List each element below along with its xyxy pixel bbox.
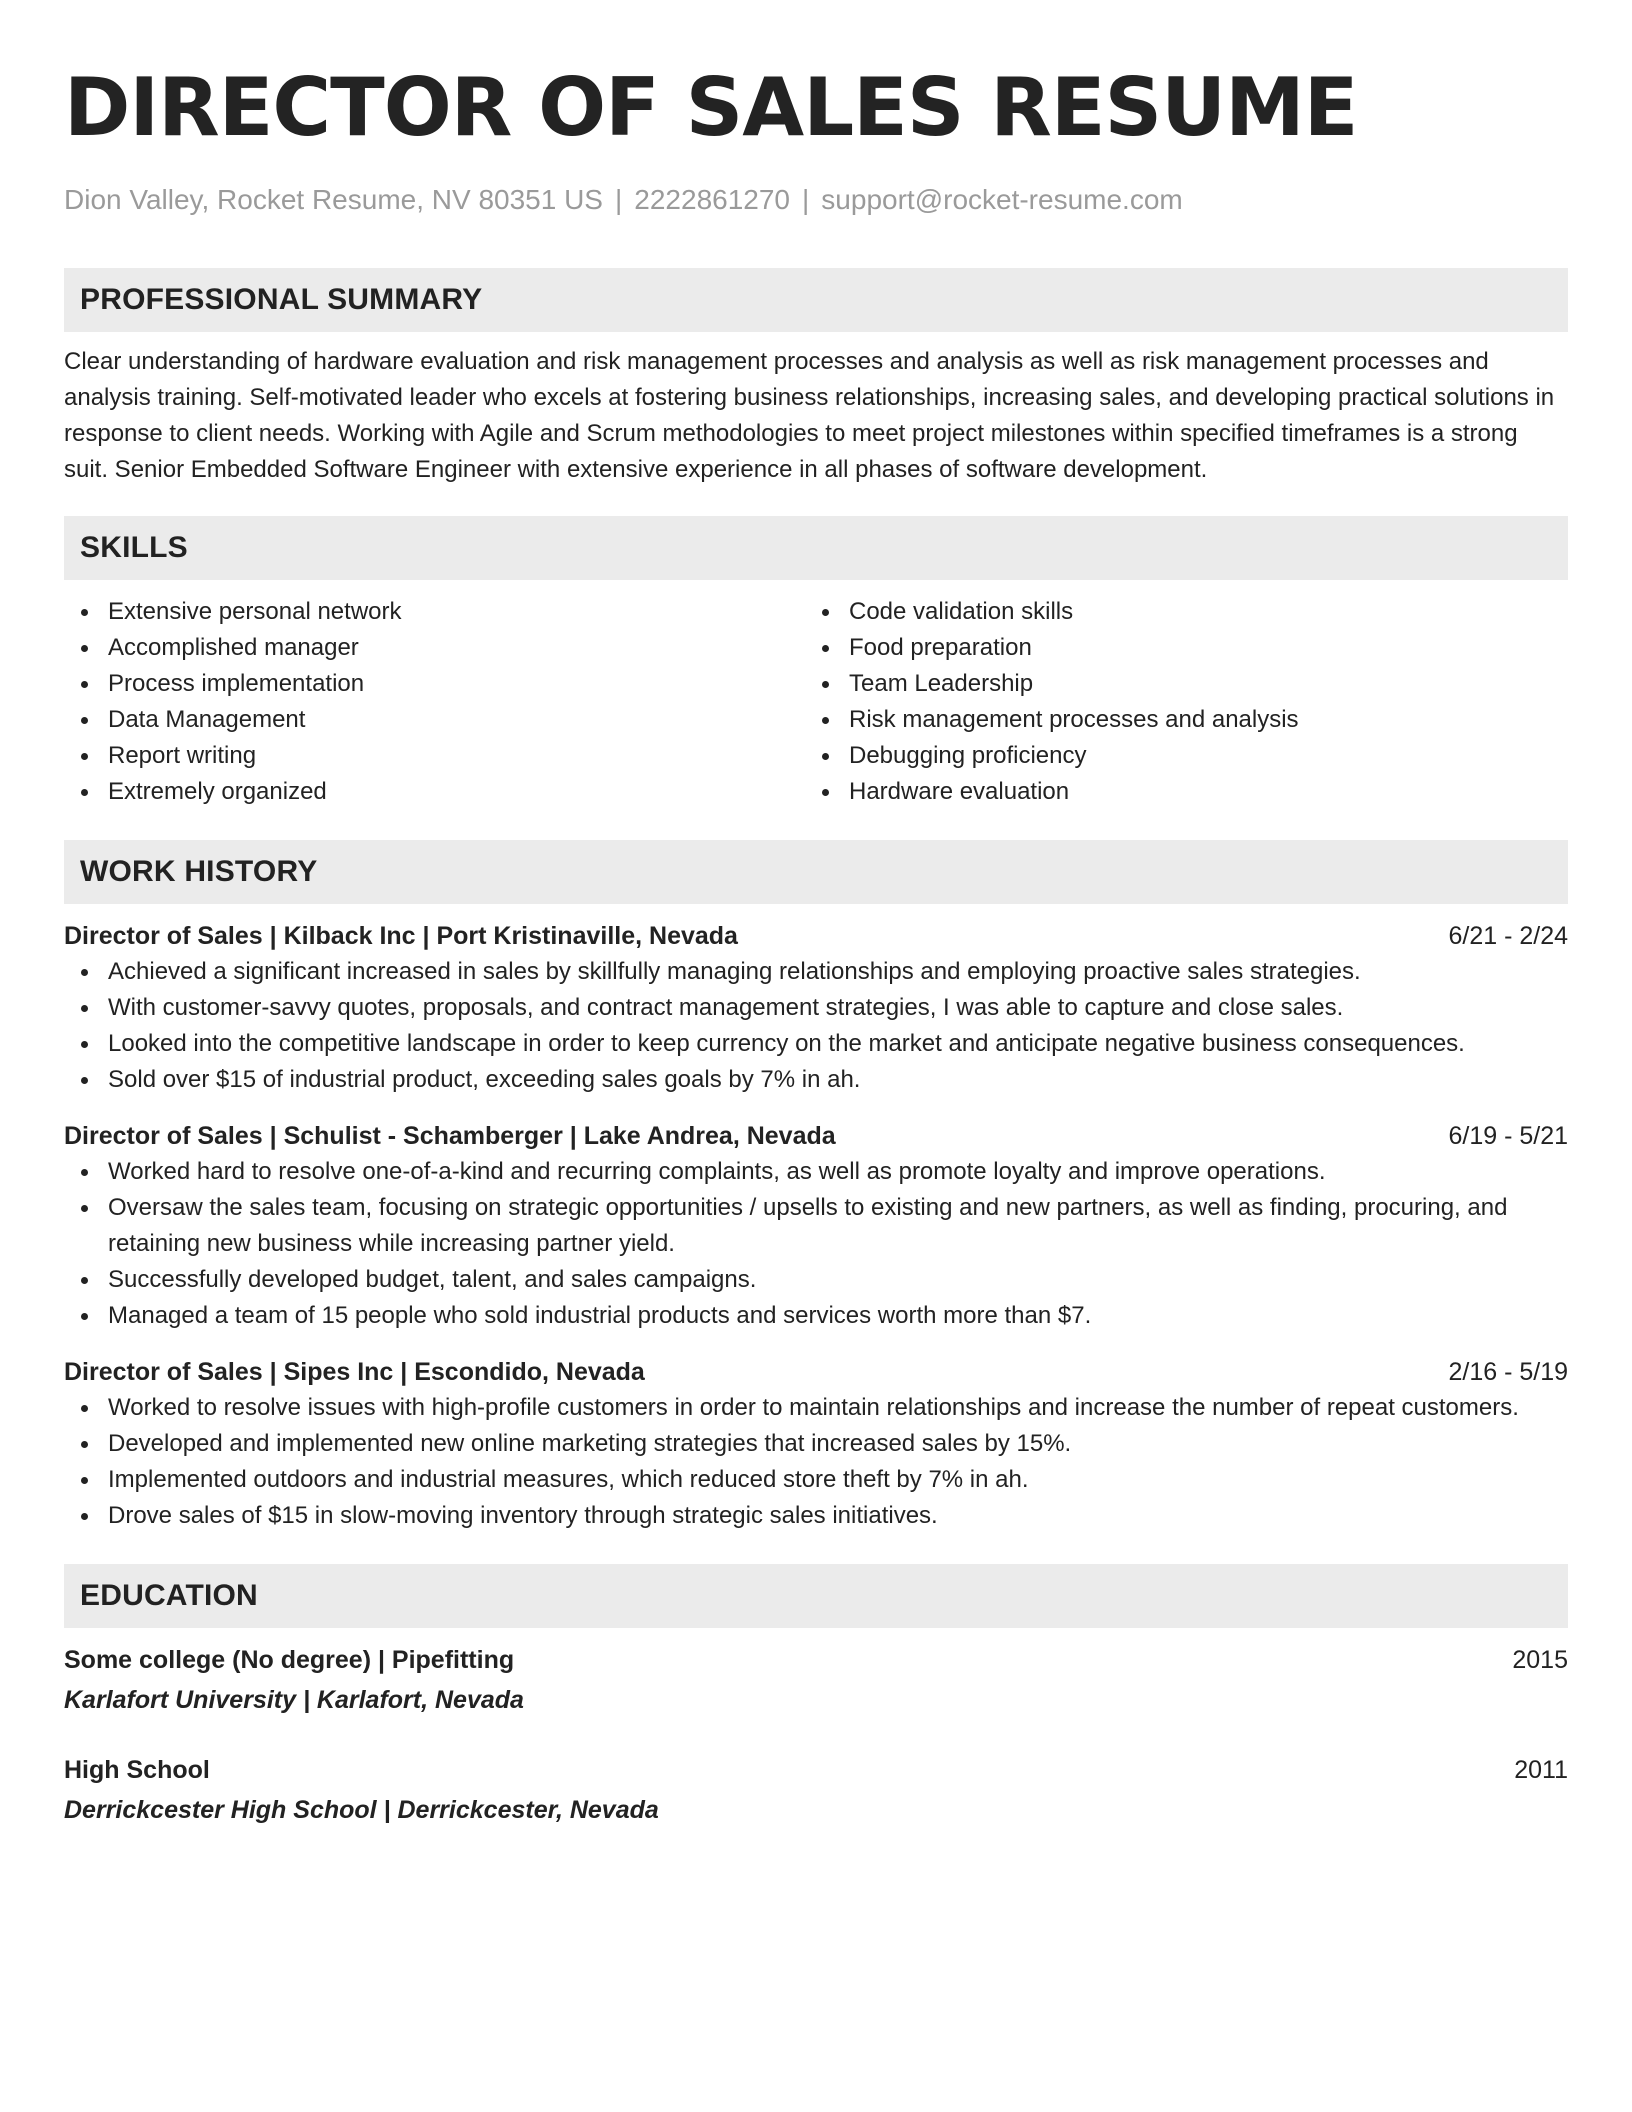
job-bullet: Sold over $15 of industrial product, exceeding sales goals by 7% in ah.: [64, 1062, 1568, 1098]
summary-text: Clear understanding of hardware evaluation and risk management processes and analysis as well as risk management processes and analysis training. Self-motivated leader who excels at fostering business relationships, increasing sales, and developing practical solutions in response to client needs. Working with Agile and Scrum methodologies to meet project milestones within specified timeframes is a strong suit. Senior Embedded Software Engineer with extensive experience in all phases of software development.: [64, 348, 1555, 483]
job-bullet: With customer-savvy quotes, proposals, and contract management strategies, I was able to capture and close sales.: [64, 990, 1568, 1026]
work-history-list: [64, 918, 1568, 1534]
section-header-work-history: WORK HISTORY: [64, 840, 1568, 904]
job-bullet: Developed and implemented new online marketing strategies that increased sales by 15%.: [64, 1426, 1568, 1462]
job-bullet: Worked to resolve issues with high-profile customers in order to maintain relationships and increase the number of repeat customers.: [64, 1390, 1568, 1426]
section-header-skills: SKILLS: [64, 516, 1568, 580]
job-entry: [64, 918, 1568, 1098]
job-bullet: Worked hard to resolve one-of-a-kind and recurring complaints, as well as promote loyalty and improve operations.: [64, 1154, 1568, 1190]
job-header: [64, 1118, 1568, 1154]
contact-separator: |: [802, 184, 810, 215]
contact-email[interactable]: support@rocket-resume.com: [821, 184, 1183, 215]
job-bullet: Drove sales of $15 in slow-moving inventory through strategic sales initiatives.: [64, 1498, 1568, 1534]
education-institution: Derrickcester High School | Derrickcester, Nevada: [64, 1796, 659, 1824]
skill-item: Code validation skills: [805, 594, 1546, 630]
contact-line: [64, 182, 1568, 218]
job-bullet: Oversaw the sales team, focusing on strategic opportunities / upsells to existing and new partners, as well as finding, procuring, and retaining new business while increasing partner yield.: [64, 1190, 1568, 1262]
contact-address: Dion Valley, Rocket Resume, NV 80351 US: [64, 184, 603, 215]
job-bullet: Looked into the competitive landscape in order to keep currency on the market and anticipate negative business consequences.: [64, 1026, 1568, 1062]
skills-column-left: [64, 594, 805, 810]
job-bullet: Implemented outdoors and industrial measures, which reduced store theft by 7% in ah.: [64, 1462, 1568, 1498]
education-year: 2011: [1514, 1756, 1568, 1784]
education-header: [64, 1642, 1568, 1678]
job-dates: 6/19 - 5/21: [1448, 1122, 1568, 1150]
job-dates: 2/16 - 5/19: [1448, 1358, 1568, 1386]
job-title: Director of Sales | Schulist - Schamberger | Lake Andrea, Nevada: [64, 1122, 836, 1150]
job-bullet: Achieved a significant increased in sales by skillfully managing relationships and employing proactive sales strategies.: [64, 954, 1568, 990]
education-institution: Karlafort University | Karlafort, Nevada: [64, 1686, 524, 1714]
contact-separator: |: [615, 184, 623, 215]
skill-item: Extremely organized: [64, 774, 805, 810]
education-degree: High School: [64, 1756, 210, 1784]
job-entry: [64, 1354, 1568, 1534]
skill-item: Report writing: [64, 738, 805, 774]
job-bullets: [64, 954, 1568, 1098]
skills-list: [64, 594, 1568, 810]
resume-title: DIRECTOR OF SALES RESUME: [64, 61, 1358, 154]
education-entry: [64, 1752, 1568, 1828]
education-header: [64, 1752, 1568, 1788]
job-title: Director of Sales | Kilback Inc | Port Kristinaville, Nevada: [64, 922, 738, 950]
education-degree: Some college (No degree) | Pipefitting: [64, 1646, 515, 1674]
skill-item: Process implementation: [64, 666, 805, 702]
skills-column-right: [805, 594, 1546, 810]
education-entry: [64, 1642, 1568, 1718]
job-header: [64, 918, 1568, 954]
job-bullet: Managed a team of 15 people who sold industrial products and services worth more than $7.: [64, 1298, 1568, 1334]
job-bullet: Successfully developed budget, talent, and sales campaigns.: [64, 1262, 1568, 1298]
job-entry: [64, 1118, 1568, 1334]
skill-item: Risk management processes and analysis: [805, 702, 1546, 738]
section-header-summary: PROFESSIONAL SUMMARY: [64, 268, 1568, 332]
skill-item: Hardware evaluation: [805, 774, 1546, 810]
job-title: Director of Sales | Sipes Inc | Escondido, Nevada: [64, 1358, 645, 1386]
job-bullets: [64, 1390, 1568, 1534]
skill-item: Data Management: [64, 702, 805, 738]
job-header: [64, 1354, 1568, 1390]
skill-item: Debugging proficiency: [805, 738, 1546, 774]
skill-item: Team Leadership: [805, 666, 1546, 702]
contact-phone: 2222861270: [634, 184, 791, 215]
skill-item: Food preparation: [805, 630, 1546, 666]
job-dates: 6/21 - 2/24: [1448, 922, 1568, 950]
education-year: 2015: [1512, 1646, 1568, 1674]
skill-item: Extensive personal network: [64, 594, 805, 630]
skill-item: Accomplished manager: [64, 630, 805, 666]
section-header-education: EDUCATION: [64, 1564, 1568, 1628]
job-bullets: [64, 1154, 1568, 1334]
education-list: [64, 1642, 1568, 1828]
